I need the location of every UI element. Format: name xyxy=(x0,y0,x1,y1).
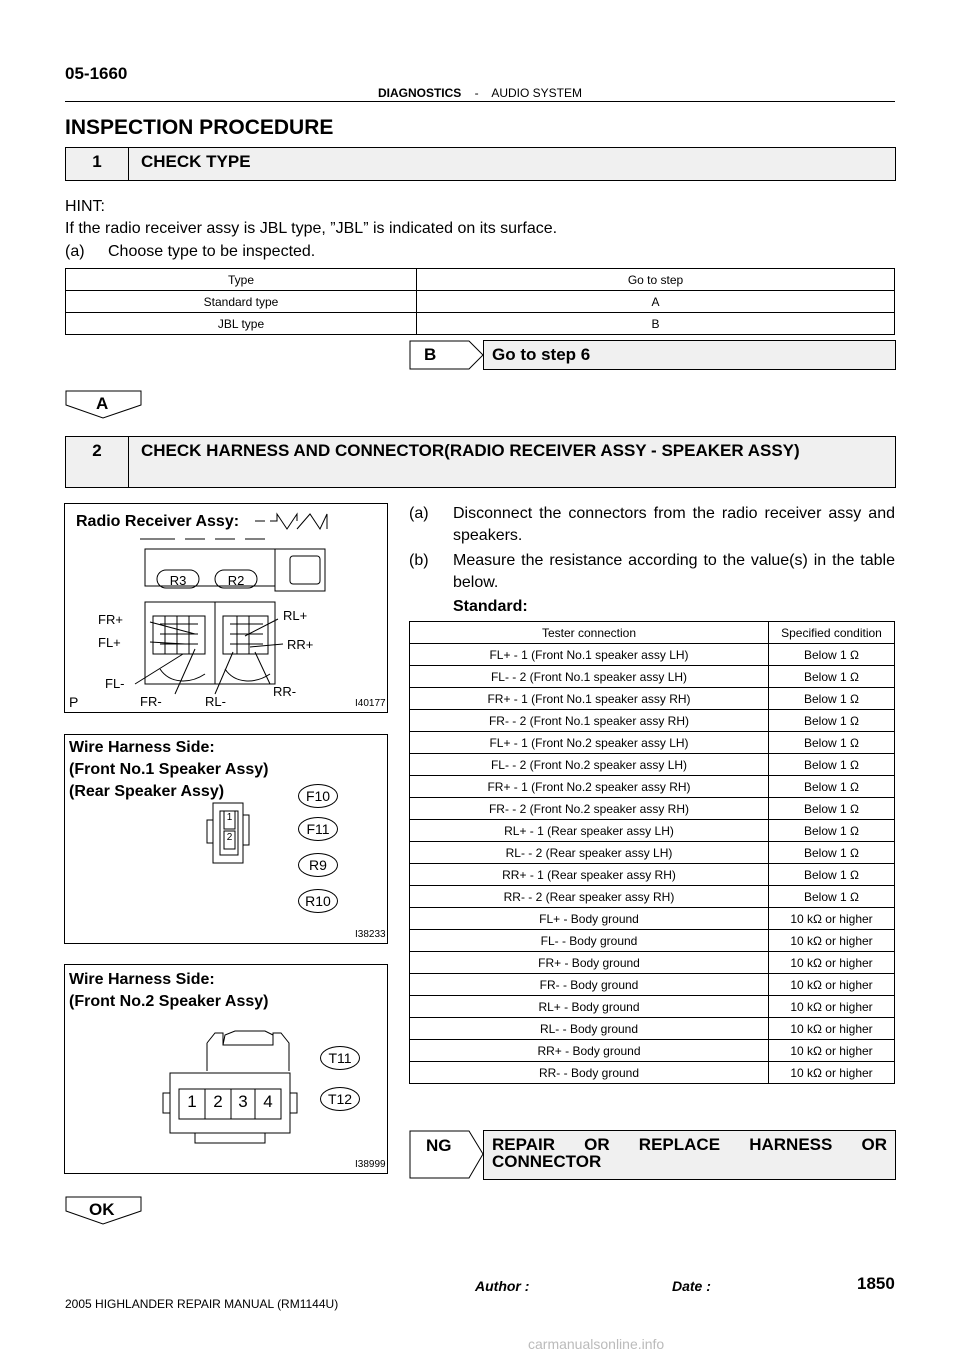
table-cell: Below 1 Ω xyxy=(769,754,895,776)
table-cell: JBL type xyxy=(66,313,417,335)
instruction-a-text: Choose type to be inspected. xyxy=(108,243,316,260)
table-row xyxy=(410,864,895,886)
table-cell: 10 kΩ or higher xyxy=(769,996,895,1018)
table-row xyxy=(410,666,895,688)
figure-line-2: (Front No.1 Speaker Assy) xyxy=(69,761,269,778)
table-cell: FL- - Body ground xyxy=(410,930,769,952)
table-cell: RR+ - 1 (Rear speaker assy RH) xyxy=(410,864,769,886)
pin-1-label: 1 xyxy=(226,812,233,823)
continue-a-label: A xyxy=(96,394,109,413)
table-cell: Below 1 Ω xyxy=(769,820,895,842)
table-cell: Below 1 Ω xyxy=(769,842,895,864)
table-cell: RL- - Body ground xyxy=(410,1018,769,1040)
step-2-number: 2 xyxy=(66,437,129,487)
step-2-box xyxy=(65,436,896,488)
table-row xyxy=(66,291,895,313)
author-label: Author : xyxy=(475,1278,530,1294)
figure-corner-mark: P xyxy=(69,694,79,710)
pin-2-label: 2 xyxy=(213,1092,223,1111)
table-cell: FL- - 2 (Front No.1 speaker assy LH) xyxy=(410,666,769,688)
table-row xyxy=(410,776,895,798)
pin-3-label: 3 xyxy=(238,1092,248,1111)
hint-label: HINT: xyxy=(65,198,105,215)
subsection-name: AUDIO SYSTEM xyxy=(491,86,583,100)
pin-label-rrp: RR+ xyxy=(287,637,314,652)
table-cell: Below 1 Ω xyxy=(769,666,895,688)
table-cell: Below 1 Ω xyxy=(769,710,895,732)
table-cell: 10 kΩ or higher xyxy=(769,1040,895,1062)
figure-line-1: Wire Harness Side: xyxy=(69,971,215,988)
section-name: DIAGNOSTICS xyxy=(377,86,462,100)
table-row xyxy=(410,842,895,864)
table-row xyxy=(410,798,895,820)
section-separator: - xyxy=(474,86,479,100)
hint-text: If the radio receiver assy is JBL type, ”JBL” is indicated on its surface. xyxy=(65,220,558,237)
branch-b-result xyxy=(483,340,896,370)
table-cell: FR+ - 1 (Front No.1 speaker assy RH) xyxy=(410,688,769,710)
table-cell: Below 1 Ω xyxy=(769,798,895,820)
figure-line-3: (Rear Speaker Assy) xyxy=(69,783,225,800)
pin-label-flm: FL- xyxy=(105,676,125,691)
table-row xyxy=(410,952,895,974)
table-row xyxy=(410,930,895,952)
table-cell: Below 1 Ω xyxy=(769,864,895,886)
ng-label: NG xyxy=(426,1136,452,1155)
table-cell: 10 kΩ or higher xyxy=(769,974,895,996)
table-header-cell: Go to step xyxy=(417,269,895,291)
pin-label-flp: FL+ xyxy=(98,635,121,650)
front-no1-speaker-figure xyxy=(64,734,388,944)
instruction-a-text: Disconnect the connectors from the radio receiver assy and speakers. xyxy=(453,505,895,544)
table-cell: FR+ - 1 (Front No.2 speaker assy RH) xyxy=(410,776,769,798)
type-table xyxy=(65,268,895,335)
table-cell: FL+ - 1 (Front No.1 speaker assy LH) xyxy=(410,644,769,666)
table-cell: RR- - 2 (Rear speaker assy RH) xyxy=(410,886,769,908)
connector-r2-label: R2 xyxy=(227,573,245,588)
step-1-box xyxy=(65,147,896,181)
connector-t12: T12 xyxy=(320,1087,360,1111)
figure-code: I40177 xyxy=(355,698,386,709)
table-cell: Standard type xyxy=(66,291,417,313)
ng-result xyxy=(483,1130,896,1180)
pin-label-rlm: RL- xyxy=(205,694,226,709)
table-cell: Below 1 Ω xyxy=(769,688,895,710)
table-cell: RL- - 2 (Rear speaker assy LH) xyxy=(410,842,769,864)
table-row xyxy=(410,974,895,996)
connector-r9: R9 xyxy=(298,853,338,877)
table-cell: Below 1 Ω xyxy=(769,776,895,798)
connector-t11: T11 xyxy=(320,1046,360,1070)
branch-b-text: Go to step 6 xyxy=(492,345,591,364)
figure-code: I38233 xyxy=(355,929,386,940)
table-cell: 10 kΩ or higher xyxy=(769,952,895,974)
table-header-cell: Tester connection xyxy=(410,622,769,644)
table-cell: Below 1 Ω xyxy=(769,644,895,666)
table-cell: FL+ - 1 (Front No.2 speaker assy LH) xyxy=(410,732,769,754)
connector-f10: F10 xyxy=(298,784,338,808)
table-cell: FR+ - Body ground xyxy=(410,952,769,974)
table-row xyxy=(66,313,895,335)
table-cell: RL+ - 1 (Rear speaker assy LH) xyxy=(410,820,769,842)
instruction-b-label: (b) xyxy=(409,552,429,569)
table-header-row xyxy=(66,269,895,291)
ok-label: OK xyxy=(89,1200,115,1219)
step-1-number: 1 xyxy=(66,148,129,180)
table-row xyxy=(410,1062,895,1084)
connector-f11: F11 xyxy=(298,817,338,841)
table-header-cell: Specified condition xyxy=(769,622,895,644)
table-row xyxy=(410,754,895,776)
pin-label-frp: FR+ xyxy=(98,612,123,627)
figure-line-2: (Front No.2 Speaker Assy) xyxy=(69,993,269,1010)
figure-title: Radio Receiver Assy: xyxy=(76,513,240,530)
branch-b-arrow xyxy=(409,340,489,370)
pin-label-rlp: RL+ xyxy=(283,608,308,623)
table-cell: Below 1 Ω xyxy=(769,886,895,908)
page-title: INSPECTION PROCEDURE xyxy=(65,116,334,139)
table-cell: 10 kΩ or higher xyxy=(769,1018,895,1040)
table-row xyxy=(410,1018,895,1040)
pin-2-label: 2 xyxy=(226,832,233,843)
instruction-a-label: (a) xyxy=(409,505,429,522)
branch-b-label: B xyxy=(424,345,437,364)
page-number: 05-1660 xyxy=(65,64,128,83)
table-row xyxy=(410,886,895,908)
table-cell: 10 kΩ or higher xyxy=(769,1062,895,1084)
table-cell: FR- - 2 (Front No.2 speaker assy RH) xyxy=(410,798,769,820)
figure-code: I38999 xyxy=(355,1159,386,1170)
connector-r3-label: R3 xyxy=(169,573,187,588)
manual-title: 2005 HIGHLANDER REPAIR MANUAL (RM1144U) xyxy=(65,1297,339,1311)
step-1-title: CHECK TYPE xyxy=(141,152,251,171)
table-row xyxy=(410,820,895,842)
table-header-row xyxy=(410,622,895,644)
connector-r10: R10 xyxy=(298,889,338,913)
table-cell: FL+ - Body ground xyxy=(410,908,769,930)
table-cell: 10 kΩ or higher xyxy=(769,908,895,930)
step-2-title: CHECK HARNESS AND CONNECTOR(RADIO RECEIVER ASSY - SPEAKER ASSY) xyxy=(141,441,800,460)
table-cell: FR- - Body ground xyxy=(410,974,769,996)
table-row xyxy=(410,710,895,732)
radio-receiver-figure xyxy=(64,503,388,713)
table-header-cell: Type xyxy=(66,269,417,291)
table-row xyxy=(410,1040,895,1062)
page-footer-number: 1850 xyxy=(857,1274,895,1293)
instruction-a-label: (a) xyxy=(65,243,85,260)
table-cell: FL- - 2 (Front No.2 speaker assy LH) xyxy=(410,754,769,776)
table-cell: 10 kΩ or higher xyxy=(769,930,895,952)
pin-label-rrm: RR- xyxy=(273,684,297,699)
watermark: carmanualsonline.info xyxy=(528,1336,665,1352)
table-row xyxy=(410,732,895,754)
pin-label-frm: FR- xyxy=(140,694,162,709)
table-cell: RR+ - Body ground xyxy=(410,1040,769,1062)
pin-4-label: 4 xyxy=(263,1092,273,1111)
header-rule xyxy=(65,101,895,102)
standard-label: Standard: xyxy=(453,598,528,615)
table-cell: FR- - 2 (Front No.1 speaker assy RH) xyxy=(410,710,769,732)
table-cell: B xyxy=(417,313,895,335)
instruction-b-text: Measure the resistance according to the value(s) in the table below. xyxy=(453,552,895,591)
resistance-table xyxy=(409,621,895,1084)
table-row xyxy=(410,688,895,710)
figure-line-1: Wire Harness Side: xyxy=(69,739,215,756)
section-header xyxy=(0,86,960,100)
table-cell: Below 1 Ω xyxy=(769,732,895,754)
ng-text: REPAIR OR REPLACE HARNESS OR CONNECTOR xyxy=(492,1135,887,1171)
table-cell: RL+ - Body ground xyxy=(410,996,769,1018)
table-cell: A xyxy=(417,291,895,313)
table-row xyxy=(410,908,895,930)
table-row xyxy=(410,996,895,1018)
table-cell: RR- - Body ground xyxy=(410,1062,769,1084)
pin-1-label: 1 xyxy=(187,1092,197,1111)
table-row xyxy=(410,644,895,666)
date-label: Date : xyxy=(672,1278,711,1294)
front-no2-speaker-figure xyxy=(64,964,388,1174)
